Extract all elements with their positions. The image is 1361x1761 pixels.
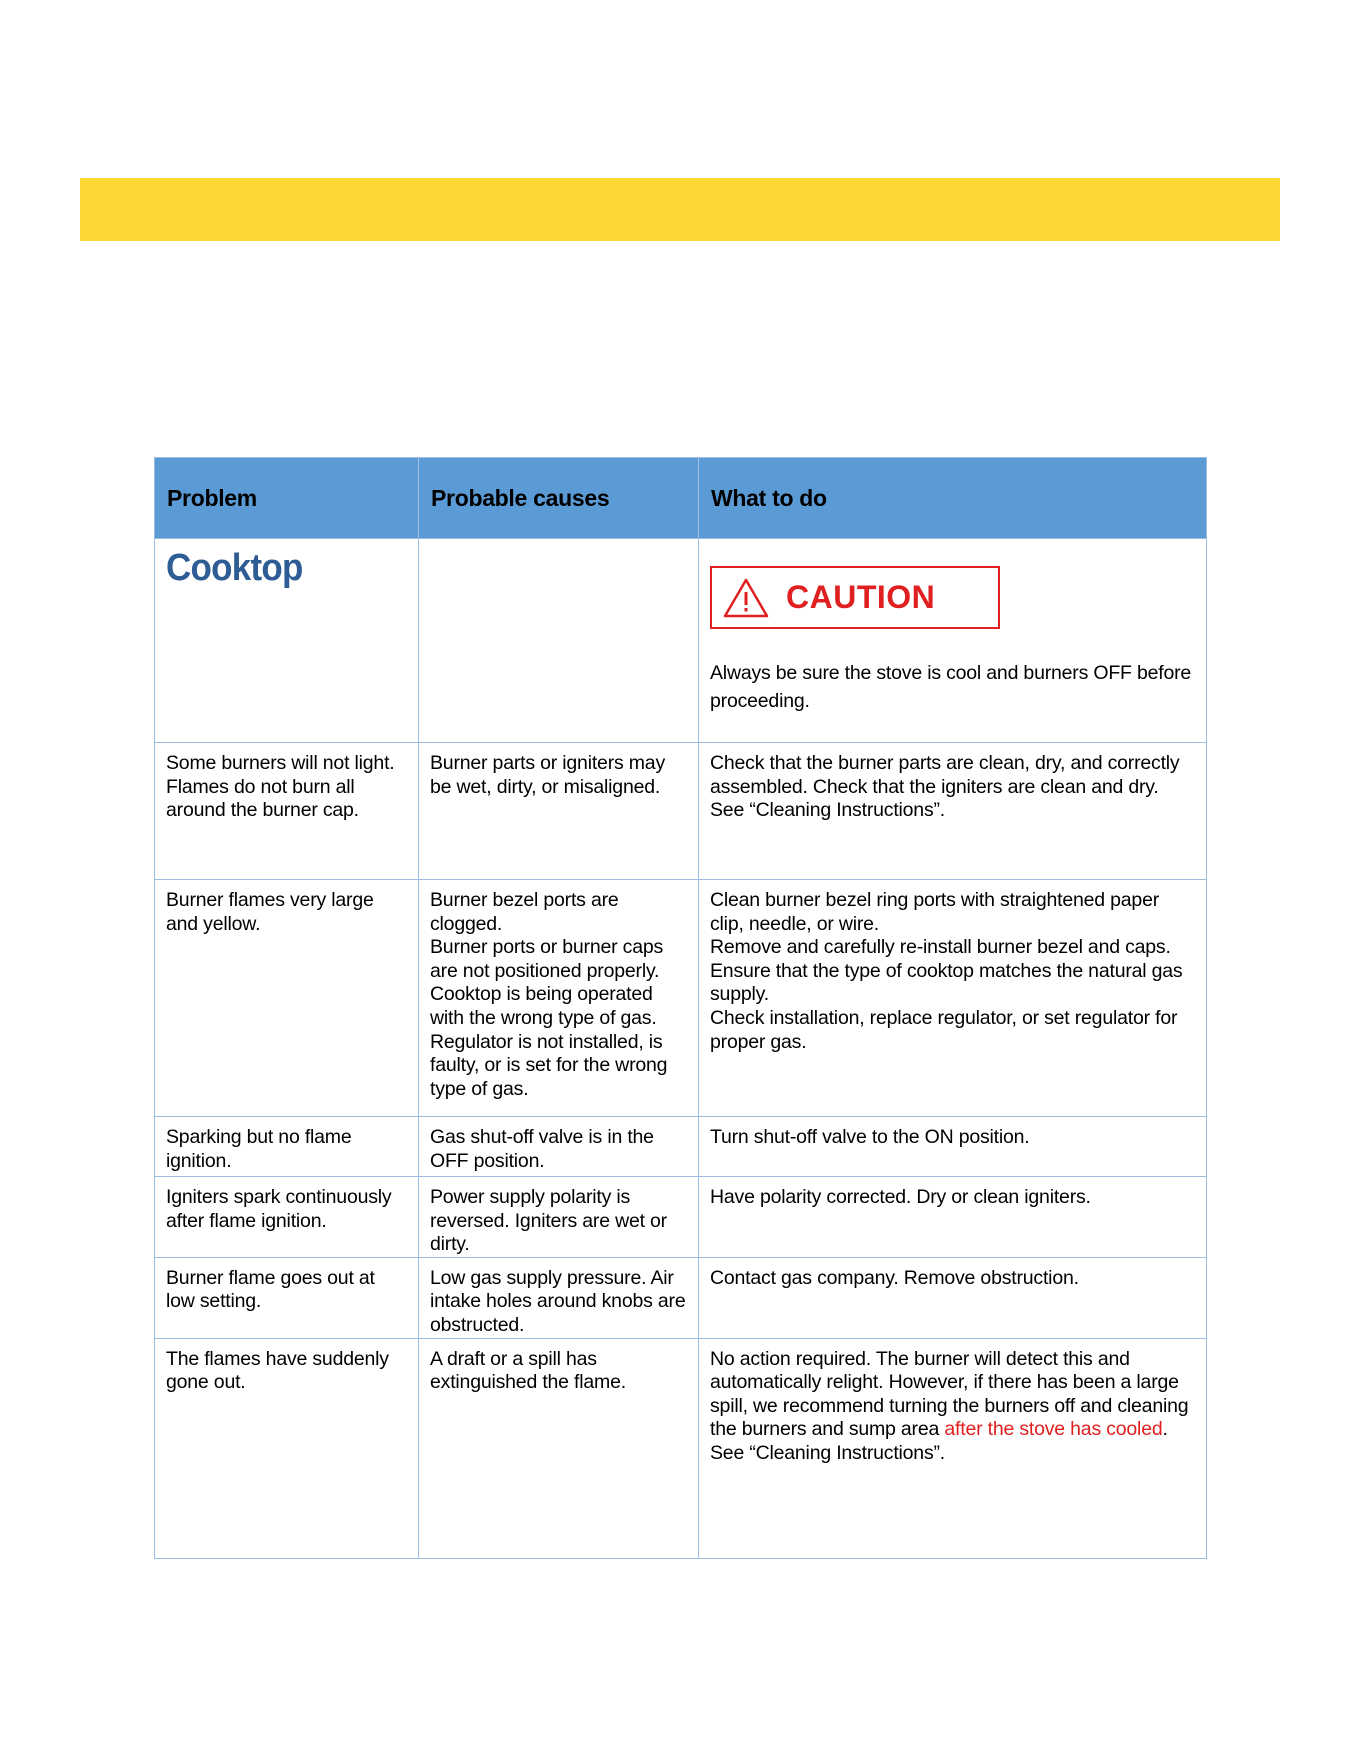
todo-cell [699,1257,1207,1338]
todo-text: Ensure that the type of cooktop matches the natural gas supply. [710,959,1183,1006]
todo-cell [699,1338,1207,1558]
problem-text: The flames have suddenly gone out. [166,1347,389,1394]
problem-cell [155,1117,419,1177]
causes-cell [419,1177,699,1258]
caution-cell [699,539,1207,743]
problem-cell [155,880,419,1117]
table-header-row [155,458,1207,539]
todo-text: Check installation, replace regulator, or set regulator for proper gas. [710,1006,1178,1053]
table-row [155,1257,1207,1338]
cause-text: A draft or a spill has extinguished the flame. [430,1347,626,1394]
empty-cell [419,539,699,743]
cause-text: Low gas supply pressure. Air intake holes around knobs are obstructed. [430,1266,686,1336]
caution-text: Always be sure the stove is cool and burners OFF before proceeding. [710,662,1192,712]
problem-cell [155,1338,419,1558]
problem-text: Burner flames very large and yellow. [166,889,374,935]
troubleshooting-table [154,457,1207,1559]
problem-text: Igniters spark continuously after flame ignition. [166,1186,392,1232]
todo-cell [699,743,1207,880]
todo-text: Have polarity corrected. Dry or clean igniters. [710,1186,1091,1208]
todo-cell [699,1177,1207,1258]
header-banner [80,178,1280,241]
todo-text: Turn shut-off valve to the ON position. [710,1126,1030,1148]
cause-text: Burner bezel ports are clogged. [430,889,619,935]
warning-triangle-icon [722,577,770,619]
section-row-cooktop [155,539,1207,743]
todo-text: Clean burner bezel ring ports with straightened paper clip, needle, or wire. [710,889,1160,935]
troubleshooting-table-wrapper [154,457,1206,1559]
column-header-causes: Probable causes [419,458,699,539]
table-row [155,743,1207,880]
problem-text: Some burners will not light. [166,752,395,774]
caution-label: CAUTION [786,578,936,615]
column-header-what-to-do: What to do [699,458,1207,539]
todo-text: Remove and carefully re-install burner bezel and caps. [710,936,1171,959]
table-row [155,880,1207,1117]
caution-box [710,566,1000,629]
cause-text: Gas shut-off valve is in the OFF position. [430,1126,654,1172]
section-title: Cooktop [166,547,303,589]
todo-cell [699,880,1207,1117]
causes-cell [419,1117,699,1177]
causes-cell [419,1257,699,1338]
cause-text: Regulator is not installed, is faulty, or is set for the wrong type of gas. [430,1030,668,1100]
todo-text: Contact gas company. Remove obstruction. [710,1266,1079,1289]
column-header-problem: Problem [155,458,419,539]
problem-text: Sparking but no flame ignition. [166,1126,352,1172]
causes-cell [419,880,699,1117]
cause-text: Burner parts or igniters may be wet, dirty, or misaligned. [430,752,665,798]
cause-text: Power supply polarity is reversed. Igniters are wet or dirty. [430,1186,667,1256]
problem-cell [155,1177,419,1258]
table-row [155,1338,1207,1558]
problem-text: Flames do not burn all around the burner cap. [166,775,359,822]
problem-text: Burner flame goes out at low setting. [166,1266,375,1313]
causes-cell [419,743,699,880]
todo-text: No action required. The burner will detect this and automatically relight. However, if there has been a large spill, we recommend turning the burners off and cleaning the burners and sump area [710,1347,1189,1441]
section-title-cell [155,539,419,743]
todo-cell [699,1117,1207,1177]
table-row [155,1117,1207,1177]
todo-text: Check that the burner parts are clean, dry, and correctly assembled. Check that the igniters are clean and dry. See “Cleaning Instructions”. [710,752,1180,822]
cause-text: Burner ports or burner caps are not positioned properly. [430,936,664,982]
cause-text: Cooktop is being operated with the wrong type of gas. [430,983,657,1029]
table-row [155,1177,1207,1258]
todo-highlight-text: after the stove has cooled [944,1418,1163,1441]
causes-cell [419,1338,699,1558]
problem-cell [155,1257,419,1338]
todo-text: . See “Cleaning Instructions”. [710,1418,1168,1464]
problem-cell [155,743,419,880]
